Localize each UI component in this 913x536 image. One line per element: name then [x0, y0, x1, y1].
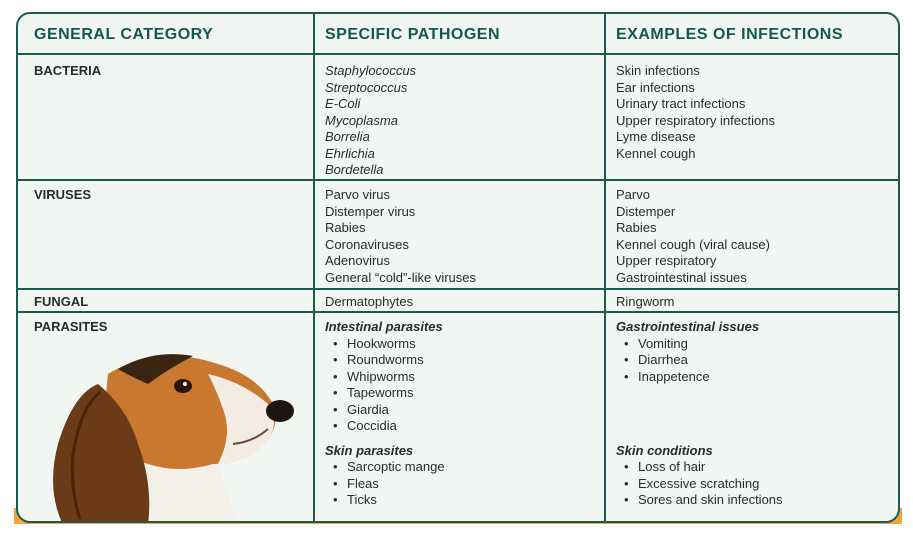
fungal-example	[616, 294, 675, 311]
list-item: Coronaviruses	[325, 236, 409, 252]
list-item: Skin infections	[616, 63, 700, 78]
header-general-category: GENERAL CATEGORY	[34, 26, 214, 43]
list-item: Staphylococcus	[325, 63, 417, 78]
list-item: • Sarcoptic mange	[325, 459, 445, 476]
list-item: • Excessive scratching	[616, 476, 783, 493]
list-item: Streptococcus	[325, 79, 408, 95]
row-divider	[18, 179, 898, 181]
list-item: Ehrlichia	[325, 145, 375, 161]
category-parasites: PARASITES	[34, 319, 108, 334]
list-item: Ear infections	[616, 79, 695, 95]
list-item: Parvo	[616, 187, 650, 202]
header-examples: EXAMPLES OF INFECTIONS	[616, 26, 844, 43]
list-item: Urinary tract infections	[616, 96, 746, 111]
list-item: Bordetella	[325, 162, 384, 177]
list-item: Mycoplasma	[325, 112, 398, 128]
header-specific-pathogen: SPECIFIC PATHOGEN	[325, 26, 501, 43]
row-divider	[18, 53, 898, 55]
list-item: • Hookworms	[325, 336, 445, 353]
list-item: • Diarrhea	[616, 352, 783, 369]
row-divider	[18, 288, 898, 290]
list-item: • Vomiting	[616, 336, 783, 353]
list-item: Upper respiratory	[616, 253, 717, 268]
list-item: • Whipworms	[325, 369, 445, 386]
list-item: Distemper	[616, 203, 676, 219]
list-item: • Fleas	[325, 476, 445, 493]
gastrointestinal-issues-heading: Gastrointestinal issues	[616, 319, 760, 334]
list-item: Adenovirus	[325, 253, 391, 268]
viruses-examples-list	[616, 187, 770, 286]
bacteria-examples-list	[616, 63, 775, 162]
list-item: • Giardia	[325, 402, 445, 419]
list-item: Parvo virus	[325, 187, 391, 202]
list-item: • Coccidia	[325, 418, 445, 435]
list-item: Kennel cough	[616, 145, 696, 161]
category-viruses: VIRUSES	[34, 187, 92, 202]
skin-conditions-heading: Skin conditions	[616, 442, 713, 458]
list-item: Distemper virus	[325, 203, 416, 219]
list-item: • Loss of hair	[616, 459, 783, 476]
category-bacteria: BACTERIA	[34, 63, 102, 78]
category-fungal: FUNGAL	[34, 294, 89, 309]
column-divider	[313, 14, 315, 521]
list-item: E-Coli	[325, 96, 361, 111]
list-item: • Sores and skin infections	[616, 492, 783, 509]
row-divider	[18, 311, 898, 313]
infection-table	[16, 12, 900, 523]
parasites-pathogen-list	[325, 319, 445, 509]
list-item: Lyme disease	[616, 129, 696, 144]
beagle-dog-image	[18, 314, 298, 523]
list-item: • Inappetence	[616, 369, 783, 386]
column-divider	[604, 14, 606, 521]
list-item: Ringworm	[616, 294, 675, 309]
list-item: • Tapeworms	[325, 385, 445, 402]
fungal-pathogen	[325, 294, 413, 311]
list-item: Upper respiratory infections	[616, 112, 775, 128]
list-item: • Roundworms	[325, 352, 445, 369]
bacteria-pathogen-list	[325, 63, 416, 179]
intestinal-parasites-heading: Intestinal parasites	[325, 319, 443, 334]
skin-parasites-heading: Skin parasites	[325, 442, 414, 458]
list-item: Gastrointestinal issues	[616, 269, 747, 285]
parasites-examples-list	[616, 319, 783, 509]
list-item: Rabies	[616, 220, 657, 235]
list-item: • Ticks	[325, 492, 445, 509]
list-item: General “cold”-like viruses	[325, 269, 476, 285]
list-item: Dermatophytes	[325, 294, 414, 309]
viruses-pathogen-list	[325, 187, 476, 286]
list-item: Kennel cough (viral cause)	[616, 236, 770, 252]
list-item: Borrelia	[325, 129, 370, 144]
list-item: Rabies	[325, 220, 366, 235]
